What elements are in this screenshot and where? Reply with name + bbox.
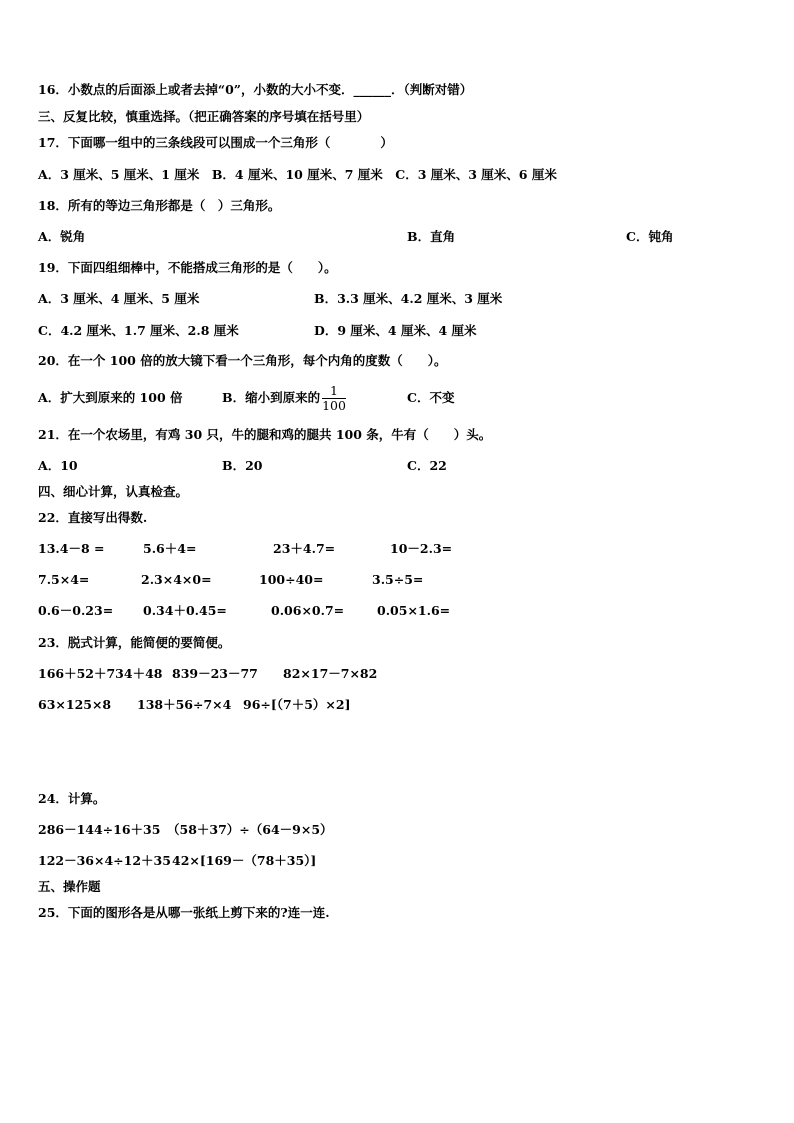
fraction-one-hundredth [322, 384, 346, 413]
q24-r2-c2: 42×[169－（78＋35）] [172, 853, 317, 868]
q23-r2-c1: 63×125×8 [38, 697, 112, 712]
question-21-option-c: C．22 [407, 458, 447, 473]
section-3-heading: 三、反复比较，慎重选择。（把正确答案的序号填在括号里） [38, 109, 370, 124]
question-16: 16．小数点的后面添上或者去掉“0”，小数的大小不变．______．（判断对错） [38, 82, 473, 97]
q22-r1-c4: 10－2.3= [390, 541, 453, 556]
q23-r1-c1: 166＋52＋734＋48 [38, 666, 163, 681]
q23-r2-c3: 96÷[（7＋5）×2] [243, 697, 351, 712]
q22-r3-c4: 0.05×1.6= [377, 603, 451, 618]
question-18-stem: 18．所有的等边三角形都是（ ）三角形。 [38, 198, 281, 213]
question-20-option-b-prefix: B．缩小到原来的 [222, 390, 321, 405]
question-19-stem: 19．下面四组细棒中，不能搭成三角形的是（ ）。 [38, 260, 337, 275]
q22-r3-c3: 0.06×0.7= [271, 603, 345, 618]
question-21-stem: 21．在一个农场里，有鸡 30 只，牛的腿和鸡的腿共 100 条，牛有（ ）头。 [38, 427, 492, 442]
question-22-stem: 22．直接写出得数. [38, 510, 148, 525]
q23-r1-c2: 839－23－77 [172, 666, 258, 681]
question-19-option-c: C．4.2 厘米、1.7 厘米、2.8 厘米 [38, 323, 239, 338]
question-18-option-b: B．直角 [407, 229, 456, 244]
question-21-option-b: B．20 [222, 458, 263, 473]
q22-r2-c3: 100÷40= [259, 572, 324, 587]
question-21-option-a: A．10 [38, 458, 78, 473]
q22-r1-c2: 5.6＋4= [143, 541, 197, 556]
question-20-option-c: C．不变 [407, 390, 455, 405]
fraction-numerator: 1 [322, 384, 346, 399]
section-5-heading: 五、操作题 [38, 879, 101, 894]
fraction-denominator: 100 [322, 398, 346, 413]
section-4-heading: 四、细心计算，认真检查。 [38, 484, 189, 499]
question-20-option-a: A．扩大到原来的 100 倍 [38, 390, 183, 405]
question-24-stem: 24．计算。 [38, 791, 106, 806]
question-18-option-a: A．锐角 [38, 229, 86, 244]
question-17-stem: 17．下面哪一组中的三条线段可以围成一个三角形（ ） [38, 135, 393, 150]
q23-r1-c3: 82×17－7×82 [283, 666, 378, 681]
q22-r1-c1: 13.4－8 = [38, 541, 105, 556]
q24-r1-c1: 286－144÷16＋35 [38, 822, 161, 837]
question-20-option-b [222, 380, 348, 416]
q22-r3-c1: 0.6－0.23= [38, 603, 114, 618]
question-19-option-b: B．3.3 厘米、4.2 厘米、3 厘米 [314, 291, 503, 306]
q22-r1-c3: 23＋4.7= [273, 541, 336, 556]
q23-r2-c2: 138＋56÷7×4 [137, 697, 232, 712]
question-20-stem: 20．在一个 100 倍的放大镜下看一个三角形，每个内角的度数（ ）。 [38, 353, 447, 368]
q22-r2-c4: 3.5÷5= [372, 572, 424, 587]
question-25: 25．下面的图形各是从哪一张纸上剪下来的?连一连. [38, 905, 330, 920]
question-18-option-c: C．钝角 [626, 229, 674, 244]
q24-r1-c2: （58＋37）÷（64－9×5） [167, 822, 333, 837]
q22-r2-c1: 7.5×4= [38, 572, 90, 587]
q22-r2-c2: 2.3×4×0= [141, 572, 212, 587]
question-19-option-d: D．9 厘米、4 厘米、4 厘米 [314, 323, 477, 338]
question-23-stem: 23．脱式计算，能简便的要简便。 [38, 635, 231, 650]
q24-r2-c1: 122－36×4÷12＋35 [38, 853, 171, 868]
q22-r3-c2: 0.34＋0.45= [143, 603, 227, 618]
question-19-option-a: A．3 厘米、4 厘米、5 厘米 [38, 291, 200, 306]
question-17-options: A．3 厘米、5 厘米、1 厘米 B．4 厘米、10 厘米、7 厘米 C．3 厘米、3 厘米、6 厘米 [38, 167, 557, 182]
